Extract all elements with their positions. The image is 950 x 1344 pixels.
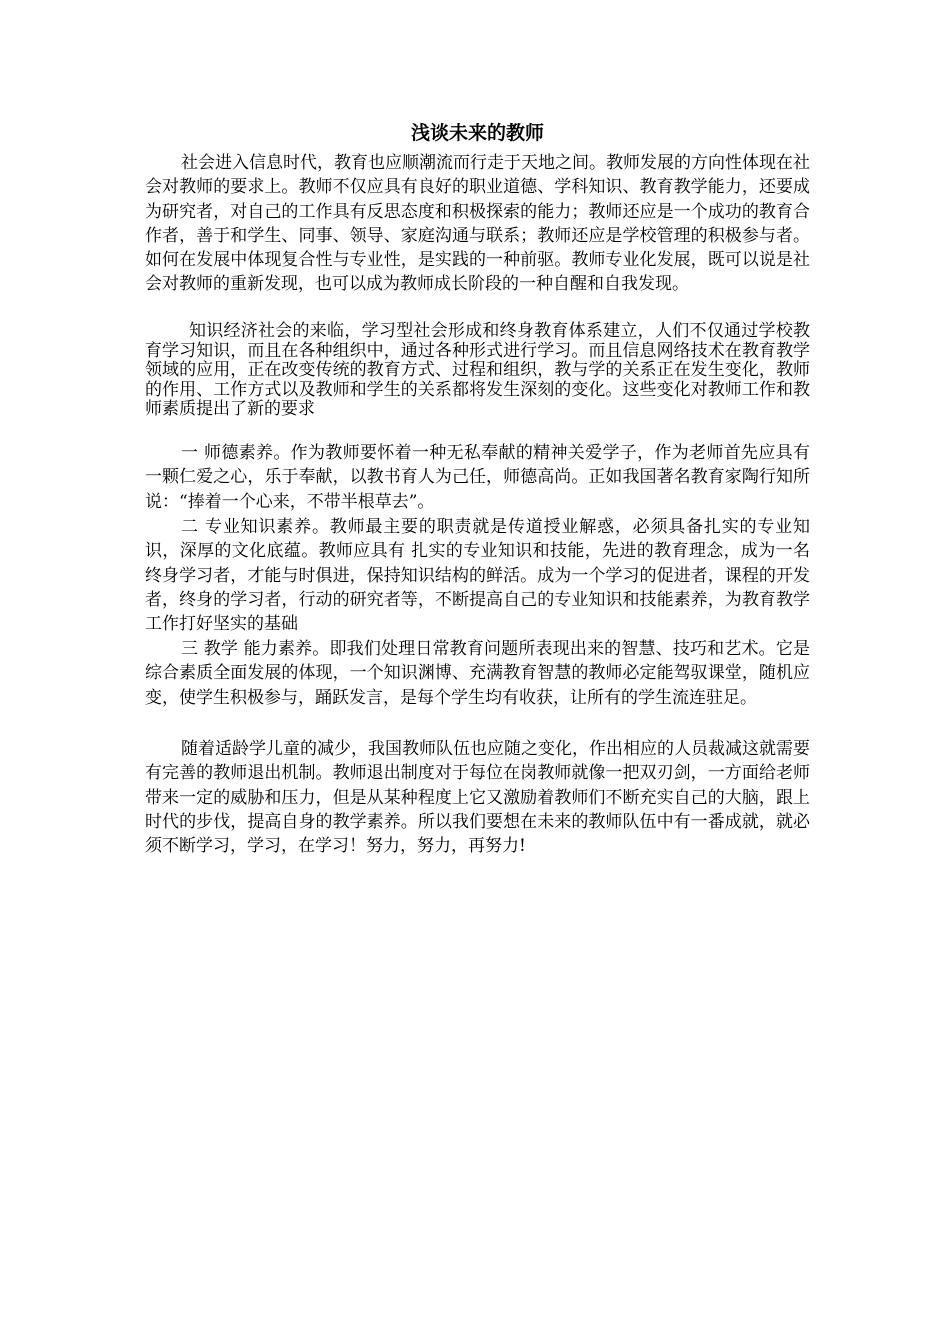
paragraph-knowledge-economy: 知识经济社会的来临，学习型社会形成和终身教育体系建立，人们不仅通过学校教育学习知识，而且在各种组织中，通过各种形式进行学习。而且信息网络技术在教育教学领域的应用，正在改变传统的教育方式、过程和组织，教与学的关系正在发生变化，教师的作用、工作方式以及教师和学生的关系都将发生深刻的变化。这些变化对教师工作和教师素质提出了新的要求 [145,321,810,420]
paragraph-ethics: 一 师德素养。作为教师要怀着一种无私奉献的精神关爱学子，作为老师首先应具有 一颗仁爱之心，乐于奉献，以教书育人为己任，师德高尚。正如我国著名教育家陶行知所说：“捧着一个心来，不带半根草去”。 [145,443,810,512]
document-title: 浅谈未来的教师 [410,122,544,144]
paragraph-conclusion: 随着适龄学儿童的减少，我国教师队伍也应随之变化，作出相应的人员裁减这就需要有完善的教师退出机制。教师退出制度对于每位在岗教师就像一把双刃剑，一方面给老师带来一定的威胁和压力，但是从某种程度上它又激励着教师们不断充实自己的大脑，跟上时代的步伐，提高自身的教学素养。所以我们要想在未来的教师队伍中有一番成就，就必须不断学习，学习，在学习！努力，努力，再努力! [145,739,810,857]
paragraph-intro: 社会进入信息时代，教育也应顺潮流而行走于天地之间。教师发展的方向性体现在社会对教师的要求上。教师不仅应具有良好的职业道德、学科知识、教育教学能力，还要成为研究者，对自己的工作具有反思态度和积极探索的能力；教师还应是一个成功的教育合作者，善于和学生、同事、领导、家庭沟通与联系；教师还应是学校管理的积极参与者。如何在发展中体现复合性与专业性，是实践的一种前驱。教师专业化发展，既可以说是社会对教师的重新发现，也可以成为教师成长阶段的一种自醒和自我发现。 [145,153,810,295]
paragraph-teaching-ability: 三 教学 能力素养。即我们处理日常教育问题所表现出来的智慧、技巧和艺术。它是综合素质全面发展的体现，一个知识渊博、充满教育智慧的教师必定能驾驭课堂，随机应变，使学生积极参与，踊跃发言，是每个学生均有收获，让所有的学生流连驻足。 [145,639,810,708]
paragraph-professional-knowledge: 二 专业知识素养。教师最主要的职责就是传道授业解惑，必须具备扎实的专业知识，深厚的文化底蕴。教师应具有 扎实的专业知识和技能，先进的教育理念，成为一名终身学习者，才能与时俱进，保持知识结构的鲜活。成为一个学习的促进者，课程的开发者，终身的学习者，行动的研究者等，不断提高自己的专业知识和技能素养，为教育教学工作打好坚实的基础 [145,517,810,635]
